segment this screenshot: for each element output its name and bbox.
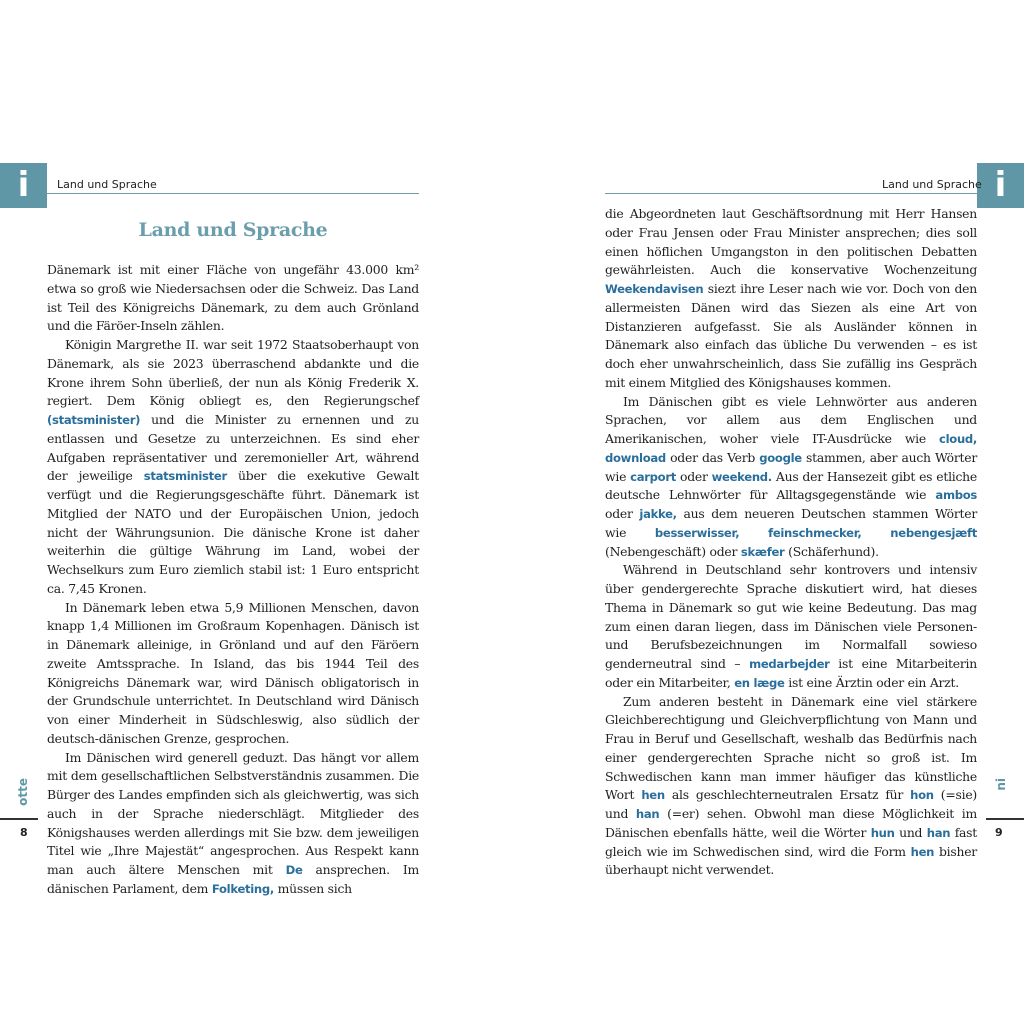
danish-keyword: ambos [935, 488, 977, 503]
danish-keyword: Folketing, [211, 881, 274, 896]
danish-keyword: hen [910, 844, 935, 859]
danish-keyword: han [635, 807, 660, 821]
danish-keyword: hen [641, 788, 665, 803]
danish-keyword: carport [630, 469, 676, 484]
paragraph [47, 599, 419, 749]
danish-keyword: skæfer [740, 544, 785, 559]
danish-keyword: Weekendavisen [605, 282, 704, 296]
text-run: (Schäferhund). [784, 543, 879, 559]
text-run: fast gleich wie im Schwedischen sind, wird die Form [605, 824, 978, 859]
danish-keyword: hun [870, 825, 895, 840]
info-icon: i [977, 163, 1024, 208]
running-head: Land und Sprache [57, 178, 157, 191]
page-number: 8 [20, 826, 28, 839]
paragraph [47, 336, 419, 599]
text-run: stammen, aber auch Wörter wie [605, 449, 977, 484]
text-run: Im Dänischen gibt es viele Lehnwörter aus anderen Sprachen, vor allem aus dem Englischen und Amerikanischen, woher viele IT-Ausdrücke wie [605, 393, 977, 446]
text-run: oder [605, 506, 640, 521]
paragraph [605, 561, 977, 692]
side-tab: otte [16, 778, 30, 806]
text-run: Aus der Hansezeit gibt es etliche deutsche Lehnwörter für Alltagsgegenstände wie [605, 468, 977, 503]
text-run: (Nebengeschäft) oder [605, 543, 741, 559]
text-run: die Abgeordneten laut Geschäftsordnung mit Herr Hansen oder Frau Jensen oder Frau Minister ansprechen; dies soll einen höflichen Umgangston in den politischen Debatten gewährleisten. Auch die konservative Wochenzeitung [605, 206, 977, 278]
text-run: (=sie) und [605, 787, 977, 821]
text-run: Königin Margrethe II. war seit 1972 Staatsoberhaupt von Dänemark, als sie 2023 überraschend abdankte und die Krone ihrem Sohn überließ, der nun als König Frederik X. regiert. Dem König obliegt es, den Regierungschef [47, 337, 419, 409]
text-run: oder das Verb [665, 449, 760, 465]
text-run: über die exekutive Gewalt verfügt und die Regierungsgeschäfte führt. Dänemark ist Mitglied der NATO und der Europäischen Union, jedoch nicht der Währungsunion. Die dänische Krone ist daher weiterhin die gültige Währung im Land, wobei der Wechselkurs zum Euro ziemlich stabil ist: 1 Euro entspricht ca. 7,45 Kronen. [47, 468, 419, 596]
danish-keyword: statsminister [143, 469, 227, 484]
danish-keyword: han [926, 825, 951, 840]
paragraph [47, 261, 419, 336]
text-run: Dänemark ist mit einer Fläche von ungefähr 43.000 km² etwa so groß wie Niedersachsen oder die Schweiz. Das Land ist Teil des Königreichs Dänemark, zu dem auch Grönland und die Färöer-Inseln zählen. [47, 262, 419, 334]
danish-keyword: google [759, 450, 802, 465]
danish-keyword: jakke, [639, 507, 677, 521]
running-head: Land und Sprache [882, 178, 982, 191]
text-run: In Dänemark leben etwa 5,9 Millionen Menschen, davon knapp 1,4 Millionen im Großraum Kopenhagen. Dänisch ist in Dänemark alleinige, in Grönland und auf den Färöern zweite Amtssprache. In Island, das bis 1944 Teil des Königreichs Dänemark war, wird Dänisch obligatorisch in der Grundschule unterrichtet. In Deutschland wird Dänisch von einer Minderheit in Südschleswig, also südlich der deutsch-dänischen Grenze, gesprochen. [47, 599, 419, 746]
danish-keyword: cloud, download [605, 432, 977, 465]
paragraph [605, 205, 977, 393]
body-text [47, 261, 419, 899]
danish-keyword: en læge [734, 675, 785, 690]
text-run: müssen sich [273, 880, 352, 896]
danish-keyword: (statsminister) [47, 413, 141, 427]
danish-keyword: hon [910, 788, 934, 803]
side-tab: ni [994, 778, 1008, 791]
info-icon: i [0, 163, 47, 208]
danish-keyword: medarbejder [749, 657, 830, 671]
body-text [605, 205, 977, 880]
paragraph [605, 393, 977, 562]
paragraph [47, 749, 419, 899]
text-run: und die Minister zu ernennen und zu entlassen und Gesetze zu unterzeichnen. Es sind eher Aufgaben repräsentativer und zeremonieller Art, während der jeweilige [47, 412, 419, 484]
text-run: Zum anderen besteht in Dänemark eine viel stärkere Gleichberechtigung und Gleichverpflichtung von Mann und Frau in Beruf und Gesellschaft, weshalb das Bedürfnis nach einer gendergerechten Sprache nicht so groß ist. Im Schwedischen kann man immer häufiger das künstliche Wort [605, 693, 977, 803]
footer-rule [0, 818, 38, 820]
text-run: als geschlechterneutralen Ersatz für [664, 787, 911, 803]
text-run: ansprechen. Im dänischen Parlament, dem [47, 862, 420, 896]
text-run: bisher überhaupt nicht verwendet. [605, 843, 977, 878]
text-run: ist eine Ärztin oder ein Arzt. [784, 674, 959, 690]
danish-keyword: De [285, 863, 303, 877]
chapter-heading: Land und Sprache [138, 219, 328, 241]
text-run: oder [676, 468, 712, 484]
text-run: siezt ihre Leser nach wie vor. Doch von den allermeisten Dänen wird das Siezen als eine Art von Distanzieren aufgefasst. Sie als Ausländer können in Dänemark also einfach das übliche Du verwenden – es ist doch eher unwahrscheinlich, dass Sie zufällig ins Gespräch mit einem Mitglied des Königshauses kommen. [605, 281, 977, 390]
text-run: und [894, 824, 927, 840]
danish-keyword: weekend. [711, 469, 772, 484]
header-rule [47, 193, 419, 194]
header-rule [605, 193, 977, 194]
text-run: Während in Deutschland sehr kontrovers und intensiv über gendergerechte Sprache diskutiert wird, hat dieses Thema in Dänemark so gut wie keine Bedeutung. Das mag zum einen daran liegen, dass im Dänischen viele Personen- und Berufsbezeichnungen im Normalfall sowieso genderneutral sind – [605, 562, 977, 671]
text-run: ist eine Mitarbeiterin oder ein Mitarbeiter, [605, 656, 977, 690]
text-run: Im Dänischen wird generell geduzt. Das hängt vor allem mit dem gesellschaftlichen Selbstverständnis zusammen. Die Bürger des Landes empfinden sich als gleichwertig, was sich auch in der Sprache niederschlägt. Mitglieder des Königshauses werden allerdings mit Sie bzw. dem jeweiligen Titel wie „Ihre Majestät“ angesprochen. Aus Respekt kann man auch ältere Menschen mit [47, 749, 419, 877]
page-number: 9 [995, 826, 1003, 839]
right-page [512, 0, 1024, 1024]
text-run: (=er) sehen. Obwohl man diese Möglichkeit im Dänischen ebenfalls hätte, weil die Wörter [605, 806, 977, 840]
paragraph [605, 693, 977, 881]
footer-rule [986, 818, 1024, 820]
text-run: aus dem neueren Deutschen stammen Wörter wie [605, 506, 977, 540]
danish-keyword: besserwisser, feinschmecker, nebengesjæft [654, 525, 978, 540]
